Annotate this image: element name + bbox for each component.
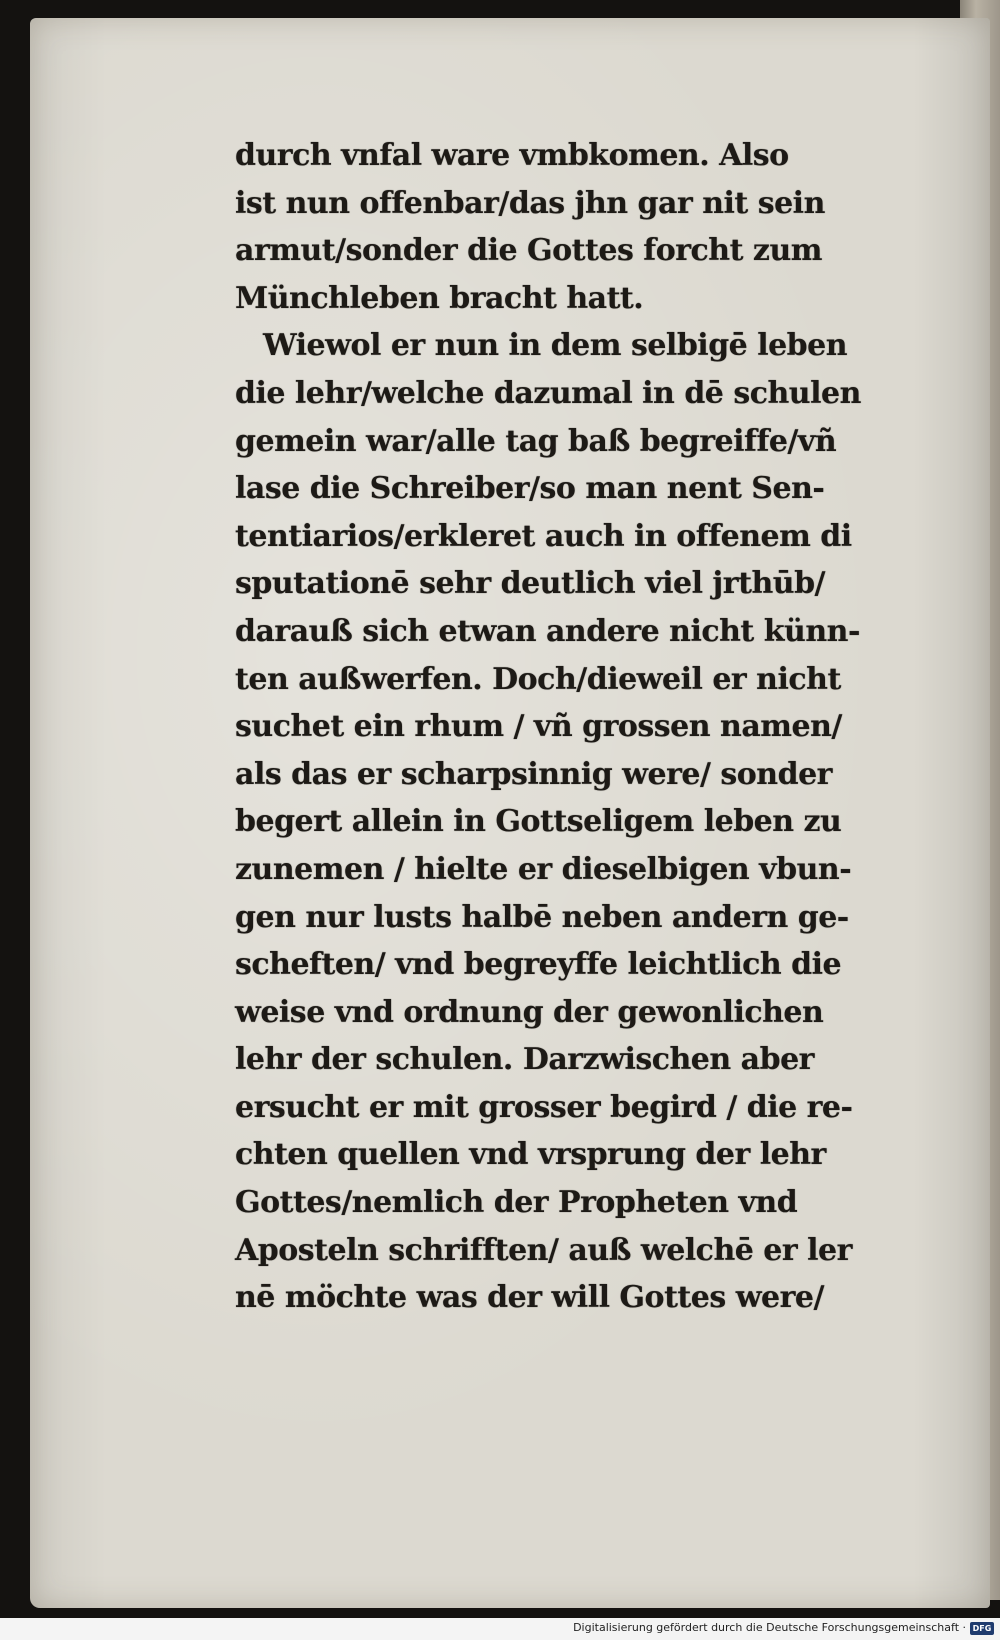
text-line: ist nun offenbar/das jhn gar nit sein (235, 185, 825, 221)
text-line: tentiarios/erkleret auch in offenem di (235, 518, 852, 554)
text-line: gen nur lusts halbē neben andern ge- (235, 899, 849, 935)
text-line: sputationē sehr deutlich viel jrthūb/ (235, 566, 825, 602)
text-line: ten außwerfen. Doch/dieweil er nicht (235, 661, 841, 697)
text-line: Gottes/nemlich der Propheten vnd (235, 1185, 798, 1221)
text-line: lase die Schreiber/so man nent Sen- (235, 471, 825, 507)
text-line: als das er scharpsinnig were/ sonder (235, 756, 832, 792)
footer-credit-text: Digitalisierung gefördert durch die Deutsche Forschungsgemeinschaft · (573, 1621, 966, 1634)
text-line: Münchleben bracht hatt. (235, 280, 644, 316)
text-line: suchet ein rhum / vñ grossen namen/ (235, 709, 842, 745)
dfg-logo: DFG (970, 1622, 994, 1635)
text-line: darauß sich etwan andere nicht künn- (235, 613, 860, 649)
text-line: Aposteln schrifften/ auß welchē er ler (235, 1232, 852, 1268)
footer-credit-bar (0, 1618, 1000, 1640)
text-line: nē möchte was der will Gottes were/ (235, 1280, 824, 1316)
text-line: gemein war/alle tag baß begreiffe/vñ (235, 423, 837, 459)
text-line: die lehr/welche dazumal in dē schulen (235, 375, 861, 411)
text-line: durch vnfal ware vmbkomen. Also (235, 138, 789, 173)
text-line: Wiewol er nun in dem selbigē leben (263, 328, 848, 364)
text-line: chten quellen vnd vrsprung der lehr (235, 1137, 826, 1173)
text-line: lehr der schulen. Darzwischen aber (235, 1042, 814, 1078)
text-line: armut/sonder die Gottes forcht zum (235, 233, 822, 269)
text-line: weise vnd ordnung der gewonlichen (235, 994, 824, 1030)
text-line: scheften/ vnd begreyffe leichtlich die (235, 947, 842, 983)
text-line: begert allein in Gottseligem leben zu (235, 804, 842, 840)
text-line: zunemen / hielte er dieselbigen vbun- (235, 851, 852, 887)
page-text-block (235, 132, 935, 1322)
text-line: ersucht er mit grosser begird / die re- (235, 1089, 853, 1125)
